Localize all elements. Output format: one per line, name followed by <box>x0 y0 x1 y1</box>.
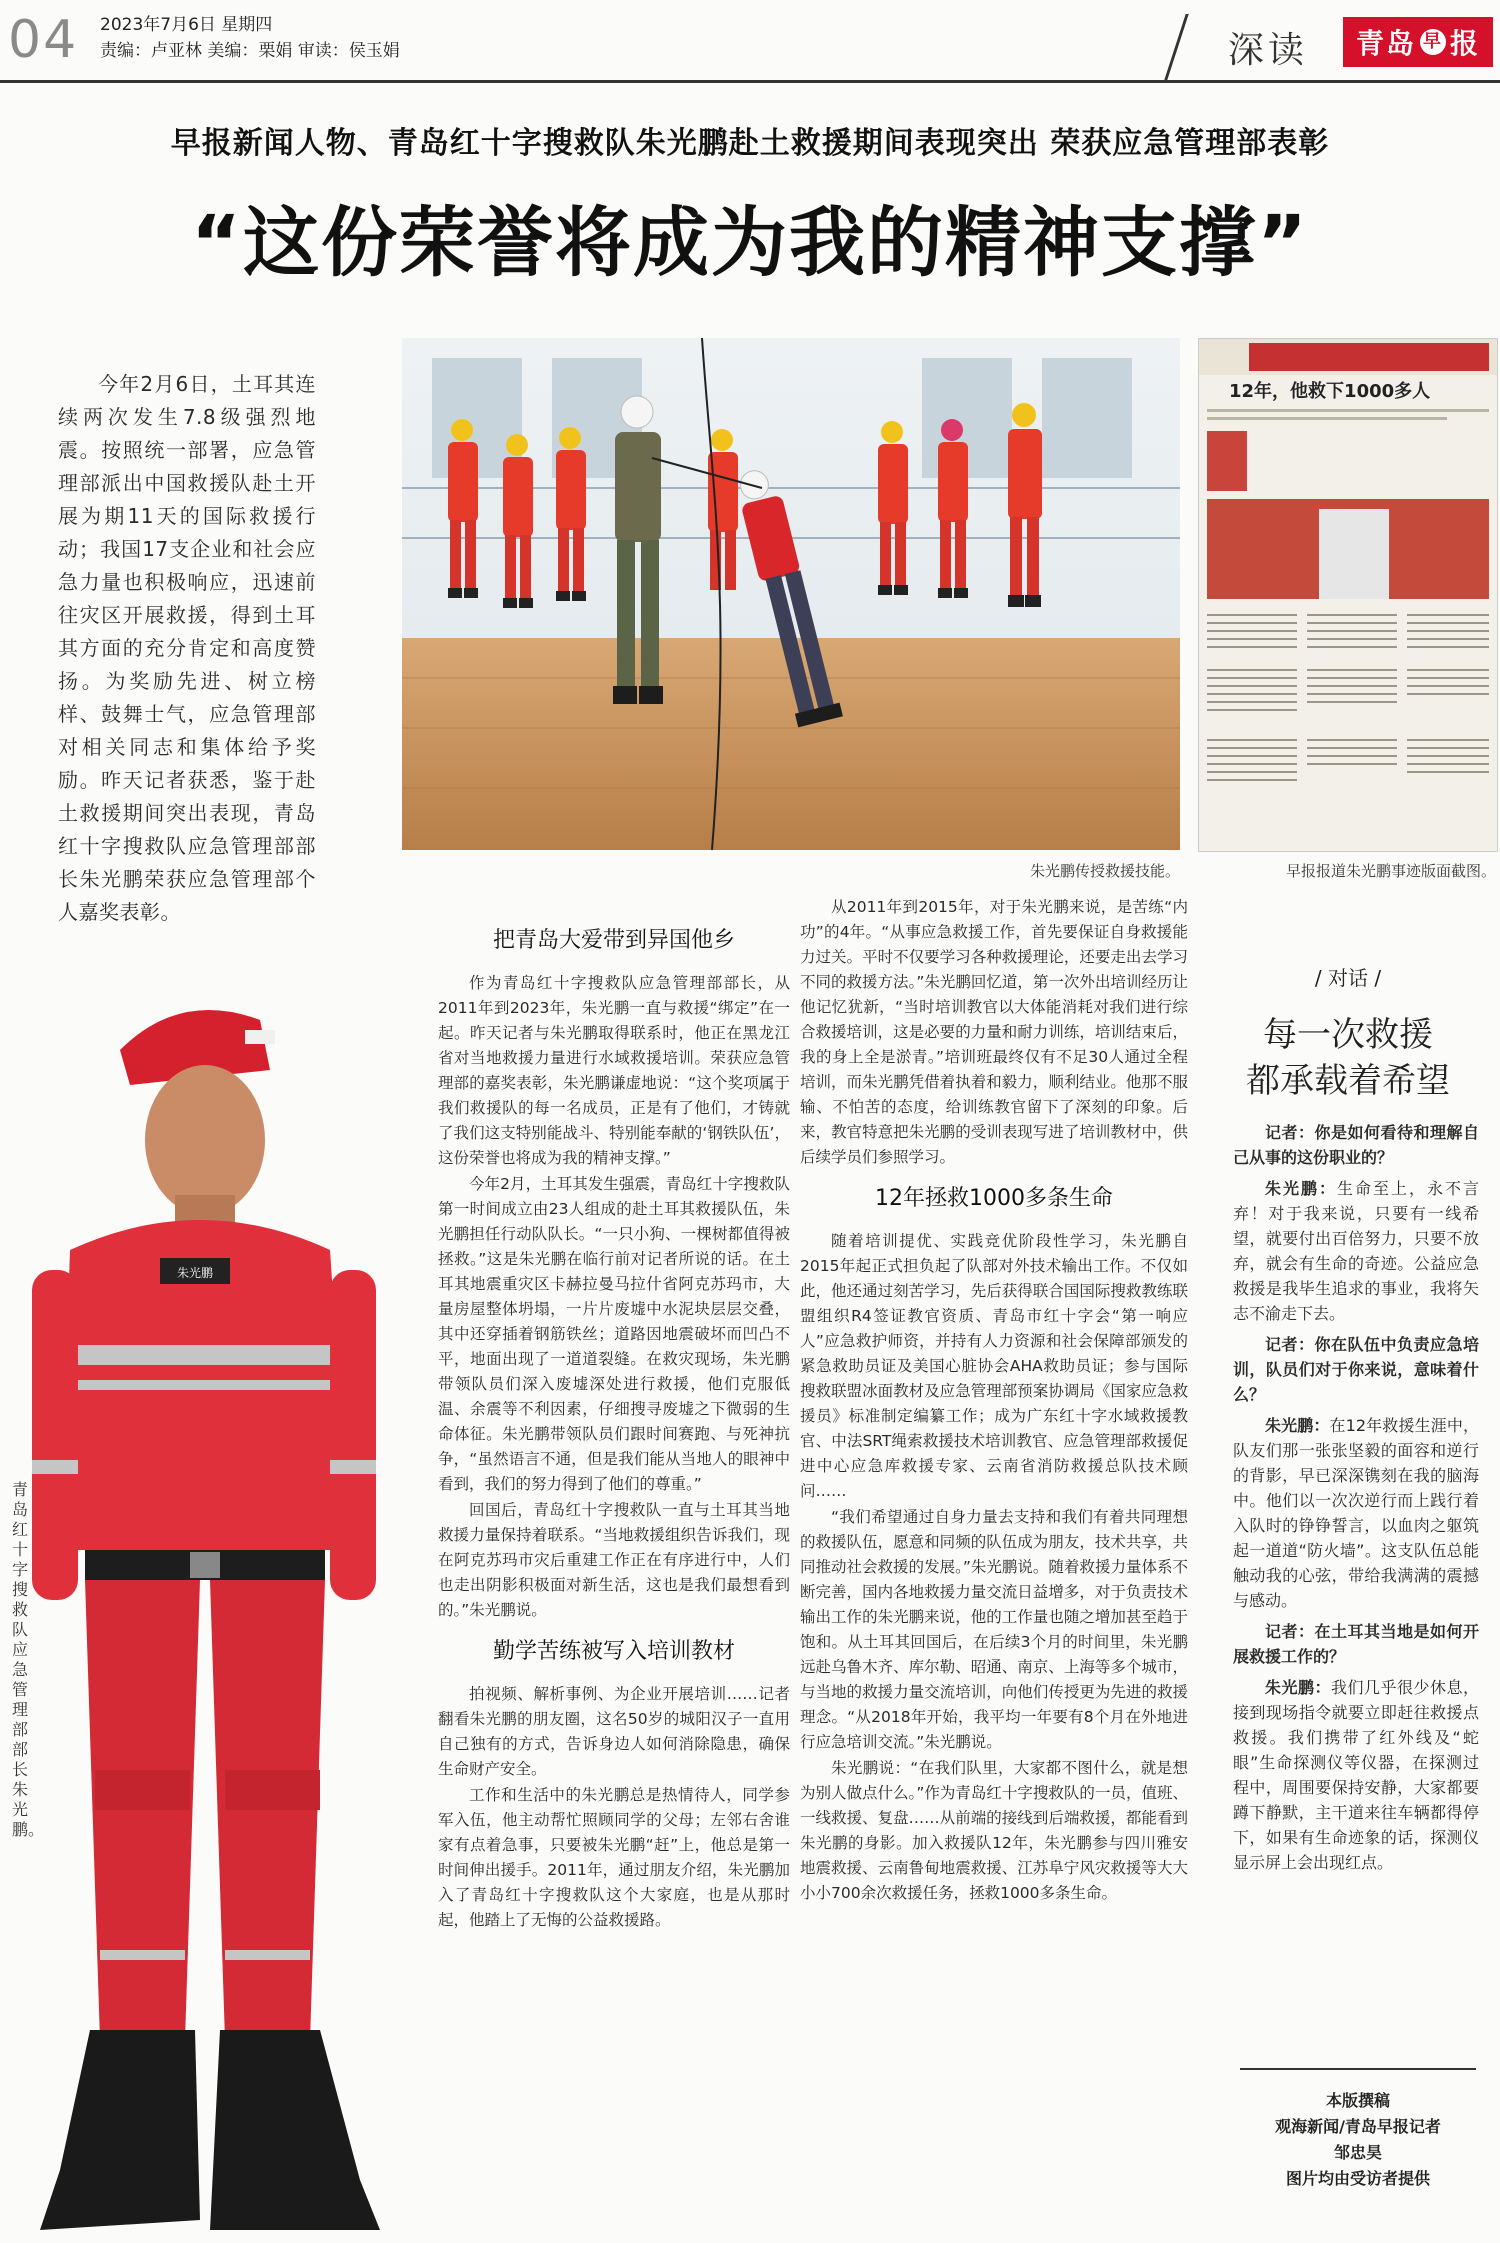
section-heading-3: 12年拯救1000多条生命 <box>875 1186 1113 1211</box>
speaker-label: 朱光鹏： <box>1265 1416 1330 1435</box>
header-date: 2023年7月6日 星期四 <box>100 15 273 35</box>
section-name: 深读 <box>1227 29 1308 71</box>
interview-question: 记者：你在队伍中负责应急培训，队员们对于你来说，意味着什么？ <box>1233 1335 1479 1404</box>
section-heading-2: 勤学苦练被写入培训教材 <box>492 1639 735 1664</box>
interview-question: 记者：你是如何看待和理解自己从事的这份职业的？ <box>1233 1123 1479 1167</box>
section-label <box>1164 14 1368 80</box>
article-paragraph: 随着培训提优、实践竞优阶段性学习，朱光鹏自2015年起正式担负起了队部对外技术输出工作。不仅如此，他还通过刻苦学习，先后获得联合国国际搜救教练联盟组织R4签证教官资质、青岛市红十字会“第一响应人”应急救护师资，并持有人力资源和社会保障部颁发的紧急救助员证及美国心脏协会AHA救助员证；参与国际搜救联盟冰面教材及应急管理部预案协调局《国家应急救援员》标准制定编纂工作；成为广东红十字水域救援教官、中法SRT绳索救援技术培训教官、应急管理部救援促进中心应急库救援专家、云南省消防救援总队技术顾问…… <box>800 1232 1188 1500</box>
byline <box>1220 2088 1496 2192</box>
article-paragraph: “我们希望通过自身力量去支持和我们有着共同理想的救援队伍，愿意和同频的队伍成为朋友，技术共享，共同推动社会救援的发展。”朱光鹏说。随着救援力量体系不断完善，国内各地救援力量交流日益增多，对于负责技术输出工作的朱光鹏来说，他的工作量也随之增加甚至趋于饱和。从土耳其回国后，在后续3个月的时间里，朱光鹏远赴乌鲁木齐、库尔勒、昭通、南京、上海等多个城市，与当地的救援力量交流培训，向他们传授更为先进的救援理念。“从2018年开始，我平均一年要有8个月在外地进行应急培训交流。”朱光鹏说。 <box>800 1508 1188 1751</box>
header-divider <box>0 80 1500 83</box>
speaker-label: 朱光鹏： <box>1265 1179 1337 1198</box>
rescuer-portrait-illustration <box>0 990 420 2243</box>
portrait-photo <box>0 990 420 2243</box>
article-paragraph: 从2011年到2015年，对于朱光鹏来说，是苦练“内功”的4年。“从事应急救援工作，首先要保证自身救援能力过关。平时不仅要学习各种救援理论，还要走出去学习不同的救援方法。”朱光鹏回忆道，第一次外出培训经历让他记忆犹新，“当时培训教官以大体能消耗对我们进行综合救援培训，这是必要的力量和耐力训练，培训结束后，我的身上全是淤青。”培训班最终仅有不足30人通过全程培训，而朱光鹏凭借着执着和毅力，顺利结业。他那不服输、不怕苦的态度，给训练教官留下了深刻的印象。后来，教官特意把朱光鹏的受训表现写进了培训教材中，供后续学员们参照学习。 <box>800 898 1188 1166</box>
clipping-headline: 12年，他救下1000多人 <box>1229 381 1431 402</box>
dialogue-title-line2: 都承载着希望 <box>1246 1061 1450 1101</box>
byline-line: 本版撰稿 <box>1325 2091 1390 2110</box>
byline-divider <box>1240 2068 1476 2070</box>
header-editors: 责编：卢亚林 美编：栗娟 审读：侯玉娟 <box>100 41 400 61</box>
newspaper-clipping-image <box>1198 338 1498 852</box>
article-paragraph: 作为青岛红十字搜救队应急管理部部长，从2011年到2023年，朱光鹏一直与救援“绑定”在一起。昨天记者与朱光鹏取得联系时，他正在黑龙江省对当地救援力量进行水域救援培训。荣获应急管理部的嘉奖表彰，朱光鹏谦虚地说：“这个奖项属于我们救援队的每一名成员，正是有了他们，才铸就了我们这支特别能战斗、特别能奉献的‘钢铁队伍’，这份荣誉也将成为我的精神支撑。” <box>438 974 790 1167</box>
page-number: 04 <box>8 10 79 70</box>
clipping-illustration <box>1199 339 1497 851</box>
byline-line: 邹忠昊 <box>1333 2143 1382 2162</box>
answer-text: 生命至上，永不言弃！对于我来说，只要有一线希望，就要付出百倍努力，只要不放弃，就会有生命的奇迹。公益应急救援是我毕生追求的事业，我将矢志不渝走下去。 <box>1233 1179 1479 1323</box>
header-info <box>100 12 400 64</box>
article-column-2 <box>800 895 1188 1907</box>
training-scene-illustration <box>402 338 1180 850</box>
byline-line: 图片均由受访者提供 <box>1285 2169 1430 2188</box>
section-heading-1: 把青岛大爱带到异国他乡 <box>492 928 735 953</box>
interview-answer <box>1233 1675 1479 1875</box>
interview-answer <box>1233 1176 1479 1326</box>
lead-paragraph: 今年2月6日，土耳其连续两次发生7.8级强烈地震。按照统一部署，应急管理部派出中国救援队赴土开展为期11天的国际救援行动；我国17支企业和社会应急力量也积极响应，迅速前往灾区开展救援，得到土耳其方面的充分肯定和高度赞扬。为奖励先进、树立榜样、鼓舞士气，应急管理部对相关同志和集体给予奖励。昨天记者获悉，鉴于赴土救援期间突出表现，青岛红十字搜救队应急管理部部长朱光鹏荣获应急管理部个人嘉奖表彰。 <box>58 372 316 924</box>
subheadline: 早报新闻人物、青岛红十字搜救队朱光鹏赴土救援期间表现突出 荣获应急管理部表彰 <box>170 126 1330 161</box>
answer-text: 在12年救援生涯中，队友们那一张张坚毅的面容和逆行的背影，早已深深镌刻在我的脑海中。他们以一次次逆行而上践行着入队时的铮铮誓言，以血肉之躯筑起一道道“防火墙”。这支队伍总能触动我的心弦，带给我满满的震撼与感动。 <box>1233 1416 1479 1610</box>
clipping-caption: 早报报道朱光鹏事迹版面截图。 <box>1285 862 1496 880</box>
article-paragraph: 今年2月，土耳其发生强震，青岛红十字搜救队第一时间成立由23人组成的赴土耳其救援队伍，朱光鹏担任行动队队长。“一只小狗、一棵树都值得被拯救。”这是朱光鹏在临行前对记者所说的话。在土耳其地震重灾区卡赫拉曼马拉什省阿克苏玛市，大量房屋整体坍塌，一片片废墟中水泥块层层交叠，其中还穿插着钢筋铁丝；道路因地震破坏而凹凸不平，地面出现了一道道裂缝。在救灾现场，朱光鹏带领队员们深入废墟深处进行救援，他们克服低温、余震等不利因素，仔细搜寻废墟之下微弱的生命体征。朱光鹏带领队员们跟时间赛跑、与死神抗争，“虽然语言不通，但是我们能从当地人的眼神中看到，我们的努力得到了他们的尊重。” <box>438 1175 790 1493</box>
interview-question: 记者：在土耳其当地是如何开展救援工作的？ <box>1233 1622 1479 1666</box>
portrait-caption: 青岛红十字搜救队应急管理部部长朱光鹏。 <box>12 1480 45 1839</box>
newspaper-logo: 青岛 早 报 <box>1343 17 1493 67</box>
speaker-label: 朱光鹏： <box>1265 1678 1331 1697</box>
training-photo <box>402 338 1180 850</box>
dialogue-title <box>1218 1012 1478 1104</box>
dialogue-tag: / 对话 / <box>1314 966 1382 990</box>
article-paragraph: 朱光鹏说：“在我们队里，大家都不图什么，就是想为别人做点什么。”作为青岛红十字搜救队的一员，值班、一线救援、复盘……从前端的接线到后端救援，都能看到朱光鹏的身影。加入救援队12年，朱光鹏参与四川雅安地震救援、云南鲁甸地震救援、江苏阜宁风灾救援等大大小小700余次救援任务，拯救1000多条生命。 <box>800 1759 1188 1902</box>
article-paragraph: 拍视频、解析事例、为企业开展培训……记者翻看朱光鹏的朋友圈，这名50岁的城阳汉子一直用自己独有的方式，告诉身边人如何消除隐患，确保生命财产安全。 <box>438 1685 790 1778</box>
dialogue-title-line1: 每一次救援 <box>1263 1015 1433 1055</box>
training-photo-caption: 朱光鹏传授救援技能。 <box>1029 862 1180 880</box>
dialogue-body <box>1233 1120 1479 1881</box>
headline: “这份荣誉将成为我的精神支撑” <box>191 198 1309 287</box>
answer-text: 我们几乎很少休息，接到现场指令就要立即赶往救援点救援。我们携带了红外线及“蛇眼”生命探测仪等仪器，在探测过程中，周围要保持安静，大家都要蹲下静默，主干道来往车辆都得停下，如果有生命迹象的话，探测仪显示屏上会出现红点。 <box>1233 1678 1479 1872</box>
name-badge: 朱光鹏 <box>176 1266 214 1280</box>
article-paragraph: 回国后，青岛红十字搜救队一直与土耳其当地救援力量保持着联系。“当地救援组织告诉我们，现在阿克苏玛市灾后重建工作正在有序进行中，人们也走出阴影积极面对新生活，这也是我们最想看到的。”朱光鹏说。 <box>438 1501 790 1619</box>
interview-answer <box>1233 1413 1479 1613</box>
article-paragraph: 工作和生活中的朱光鹏总是热情待人，同学参军入伍，他主动帮忙照顾同学的父母；左邻右舍谁家有点着急事，只要被朱光鹏“赶”上，他总是第一时间伸出援手。2011年，通过朋友介绍，朱光鹏加入了青岛红十字搜救队这个大家庭，也是从那时起，他踏上了无悔的公益救援路。 <box>438 1786 790 1929</box>
article-column-1 <box>438 912 790 1934</box>
byline-line: 观海新闻/青岛早报记者 <box>1275 2117 1441 2136</box>
